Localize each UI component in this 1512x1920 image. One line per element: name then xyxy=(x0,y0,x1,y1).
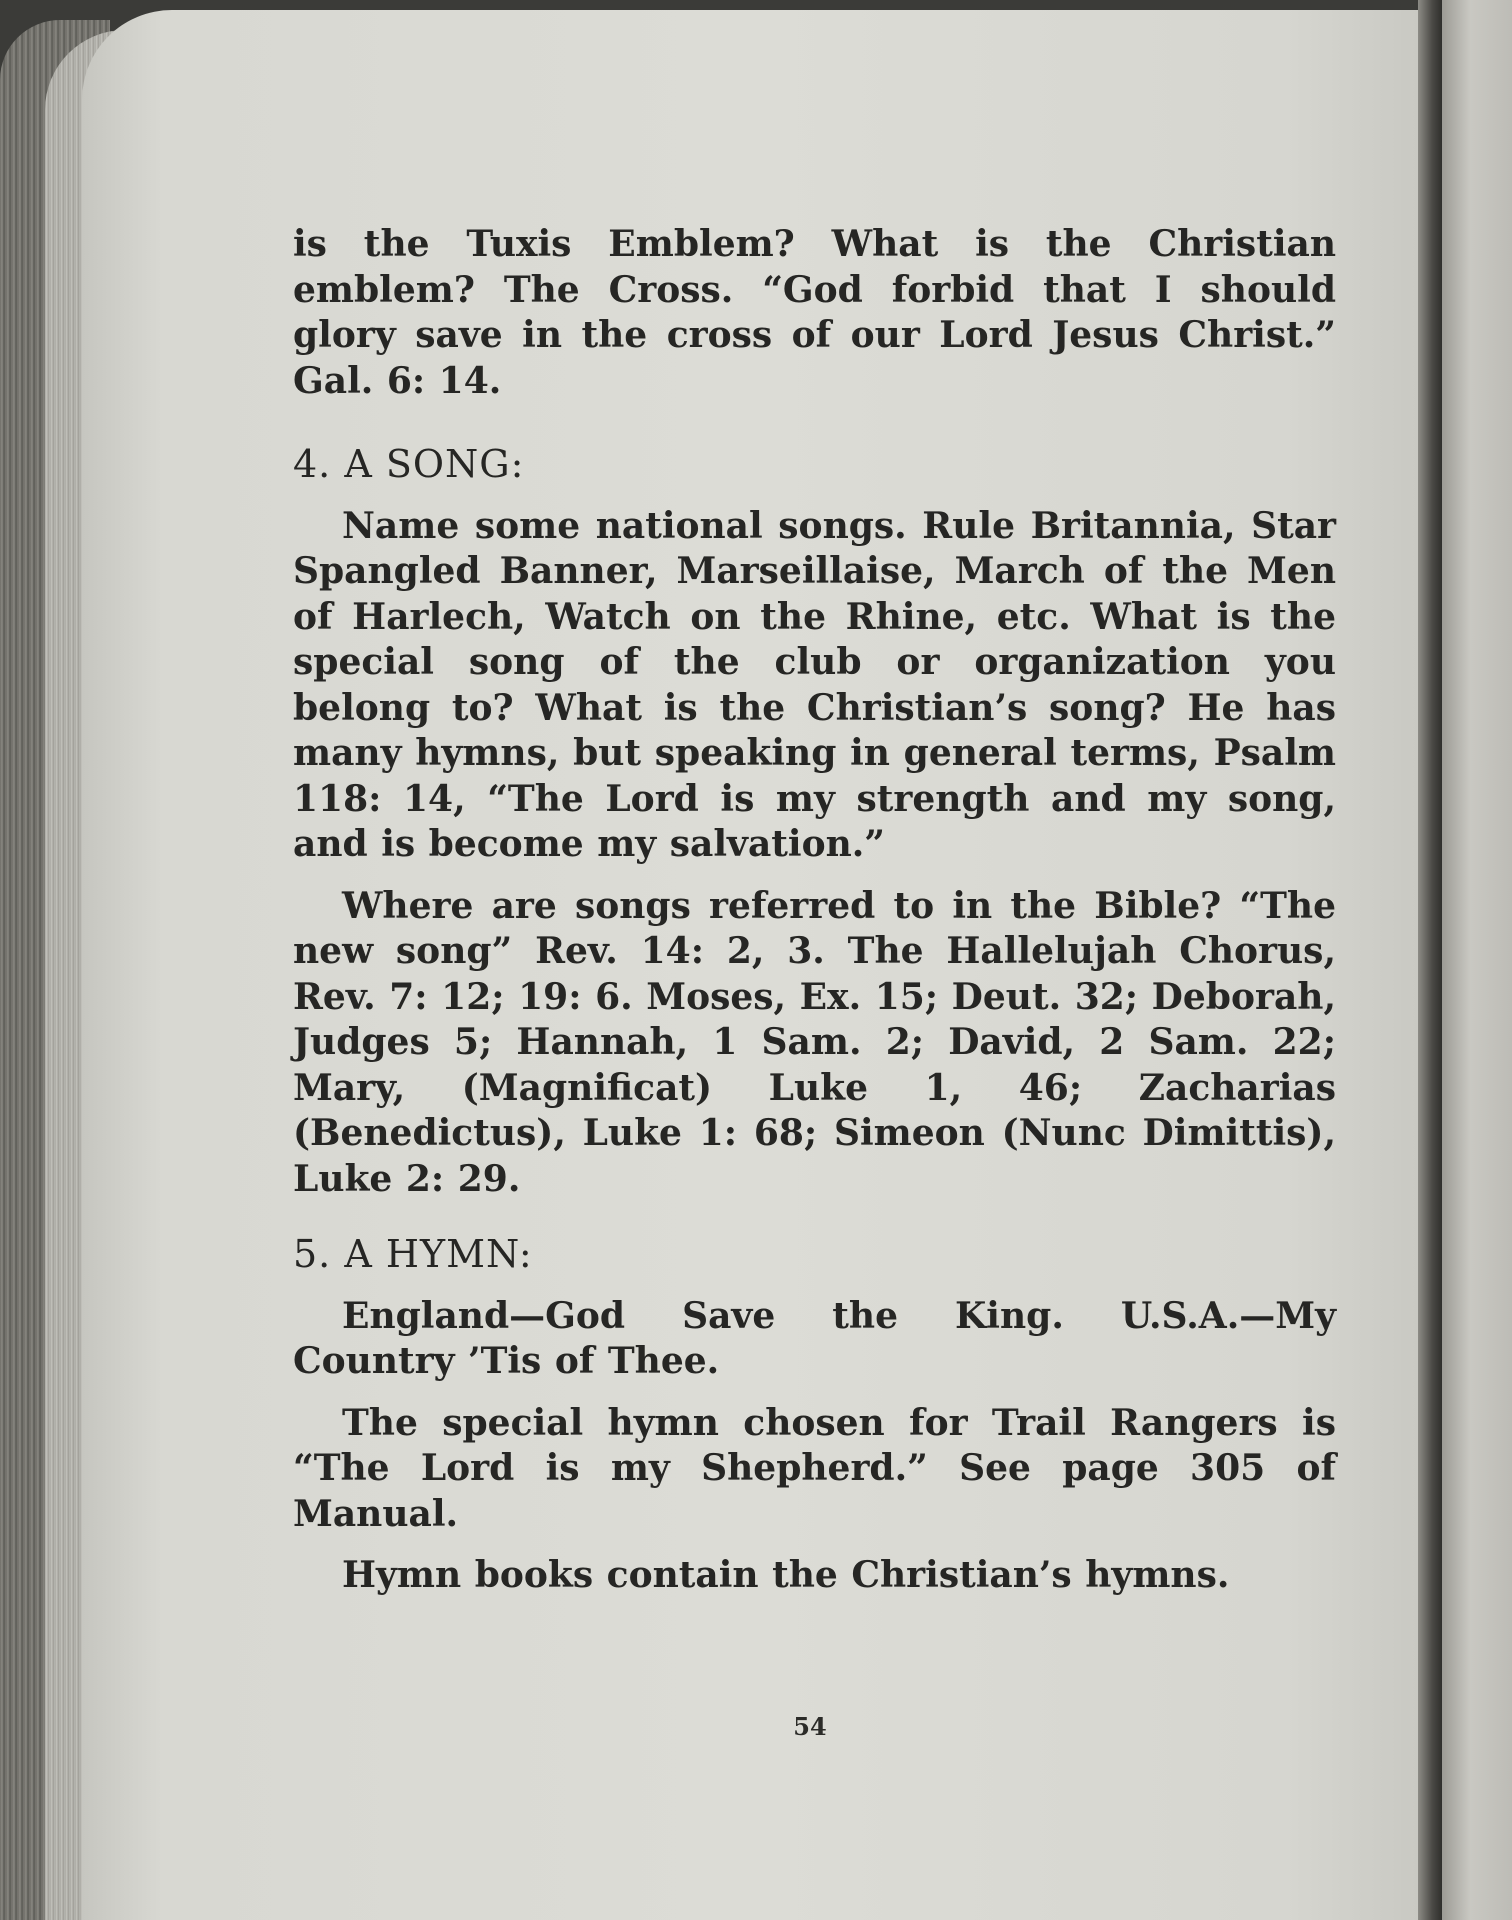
book-spine xyxy=(1418,0,1442,1920)
song-paragraph-1: Name some national songs. Rule Britannia, Star Spangled Banner, Marseillaise, March of the Men of Harlech, Watch on the Rhine, etc. What is the special song of the club or organization you belong to? What is the Christian’s song? He has many hymns, but speaking in general terms, Psalm 118: 14, “The Lord is my strength and my song, and is become my salvation.” xyxy=(293,504,1336,865)
continued-paragraph: is the Tuxis Emblem? What is the Christian emblem? The Cross. “God forbid that I should glory save in the cross of our Lord Jesus Christ.” Gal. 6: 14. xyxy=(293,223,1336,402)
hymn-paragraph-1: England—God Save the King. U.S.A.—My Country ’Tis of Thee. xyxy=(293,1294,1336,1382)
song-heading: 4. A SONG: xyxy=(293,442,525,486)
hymn-paragraph-2: The special hymn chosen for Trail Rangers is “The Lord is my Shepherd.” See page 305 of Manual. xyxy=(293,1401,1336,1535)
hymn-paragraph-3: Hymn books contain the Christian’s hymns. xyxy=(342,1554,1230,1596)
song-paragraph-2: Where are songs referred to in the Bible? “The new song” Rev. 14: 2, 3. The Hallelujah Chorus, Rev. 7: 12; 19: 6. Moses, Ex. 15; Deut. 32; Deborah, Judges 5; Hannah, 1 Sam. 2; David, 2 Sam. 22; Mary, (Magnificat) Luke 1, 46; Zacharias (Benedictus), Luke 1: 68; Simeon (Nunc Dimittis), Luke 2: 29. xyxy=(293,884,1336,1200)
facing-page-edge xyxy=(1442,0,1512,1920)
page-number: 54 xyxy=(793,1712,827,1741)
page-text xyxy=(293,222,1336,1599)
hymn-heading: 5. A HYMN: xyxy=(293,1232,533,1276)
